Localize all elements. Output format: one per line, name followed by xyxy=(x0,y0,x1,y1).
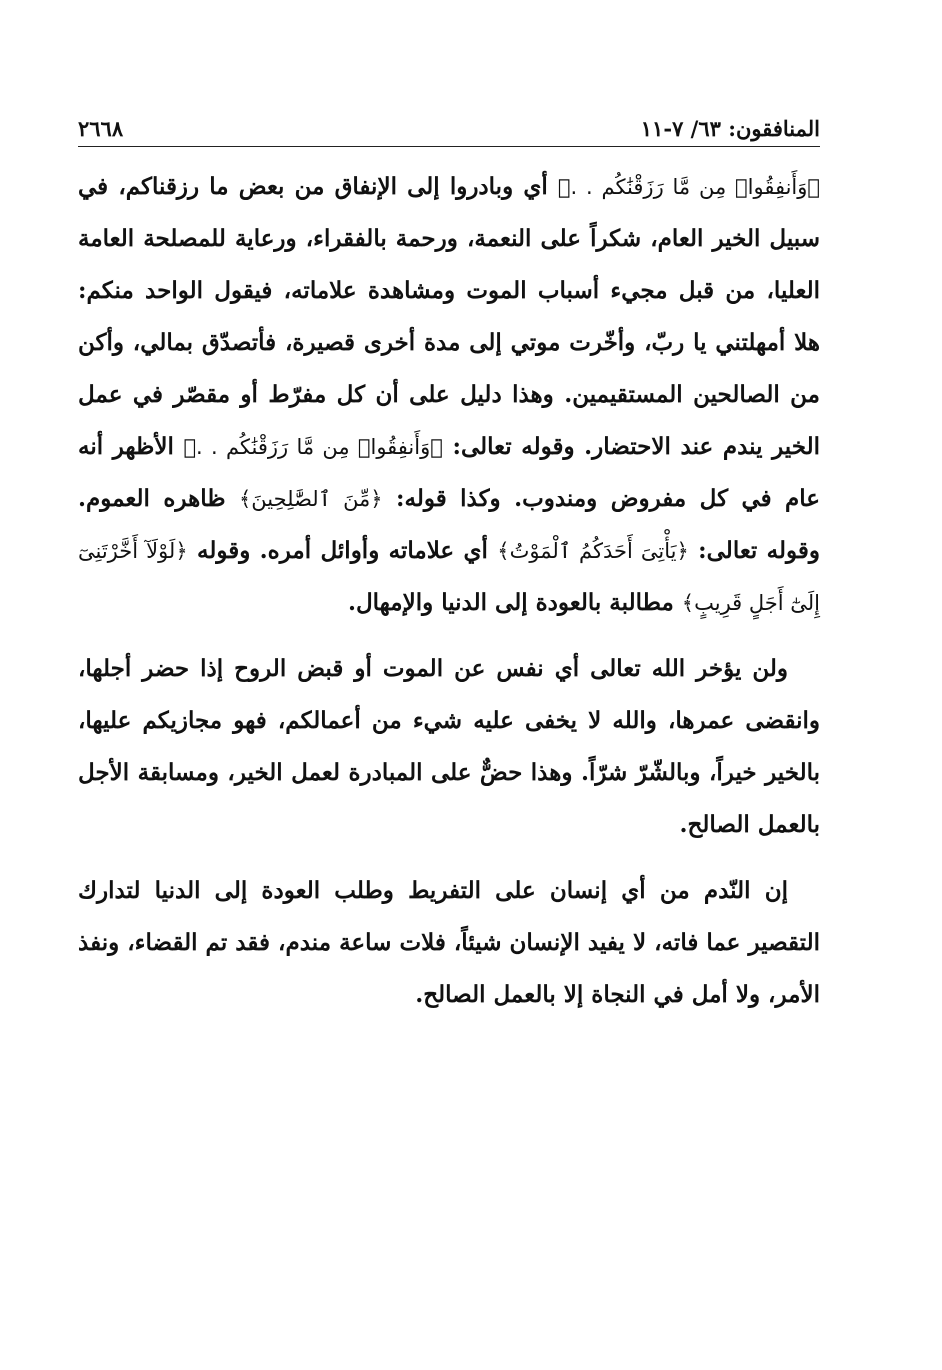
paragraph-commentary xyxy=(78,161,820,629)
commentary-text: مطالبة بالعودة إلى الدنيا والإمهال. xyxy=(347,589,682,616)
paragraph-delay-of-death: ولن يؤخر الله تعالى أي نفس عن الموت أو قبض الروح إذا حضر أجلها، وانقضى عمرها، والله لا يخفى عليه شيء من أعمالكم، فهو مجازيكم عليها، بالخير خيراً، وبالشّرّ شرّاً. وهذا حضٌّ على المبادرة لعمل الخير، ومسابقة الأجل بالعمل الصالح. xyxy=(78,655,820,838)
quran-verse-quote: ﴿مِّنَ ٱلصَّٰلِحِينَ﴾ xyxy=(238,487,383,511)
page-number: ٢٦٦٨ xyxy=(78,116,124,141)
page xyxy=(78,110,820,1021)
quran-verse-quote: ﴿وَأَنفِقُوا۟ مِن مَّا رَزَقْنَٰكُم . .﴾ xyxy=(557,175,820,199)
quran-verse-quote: ﴿يَأْتِىَ أَحَدَكُمُ ٱلْمَوْتُ﴾ xyxy=(497,539,689,563)
quran-verse-quote: ﴿وَأَنفِقُوا۟ مِن مَّا رَزَقْنَٰكُم . .﴾ xyxy=(183,435,443,459)
running-title: المنافقون: ٦٣/ ٧-١١ xyxy=(640,116,820,141)
page-header xyxy=(78,110,820,147)
quran-verse-quote: ﴿لَوْلَآ أَخَّرْتَنِىٓ إِلَىٰٓ أَجَلٍ قَرِيبٍ﴾ xyxy=(78,539,820,615)
commentary-text: ظاهره العموم. وقوله تعالى: xyxy=(78,485,821,564)
commentary-text: أي علاماته وأوائل أمره. وقوله xyxy=(187,537,498,564)
commentary-text: أي وبادروا إلى الإنفاق من بعض ما رزقناكم، في سبيل الخير العام، شكراً على النعمة، ورحمة بالفقراء، ورعاية للمصلحة العامة العليا، من قبل مجيء أسباب الموت ومشاهدة علاماته، فيقول الواحد منكم: هلا أمهلتني يا ربّ، وأخّرت موتي إلى مدة أخرى قصيرة، فأتصدّق بمالي، وأكن من الصالحين المستقيمين. وهذا دليل على أن كل مفرّط أو مقصّر في عمل الخير يندم عند الاحتضار. وقوله تعالى: xyxy=(78,173,820,460)
paragraph-regret: إن النّدم من أي إنسان على التفريط وطلب العودة إلى الدنيا لتدارك التقصير عما فاته، لا يفيد الإنسان شيئاً، فلات ساعة مندم، فقد تم القضاء، ونفذ الأمر، ولا أمل في النجاة إلا بالعمل الصالح. xyxy=(78,877,820,1008)
commentary-text: الأظهر أنه عام في كل مفروض ومندوب. وكذا قوله: xyxy=(78,433,820,512)
